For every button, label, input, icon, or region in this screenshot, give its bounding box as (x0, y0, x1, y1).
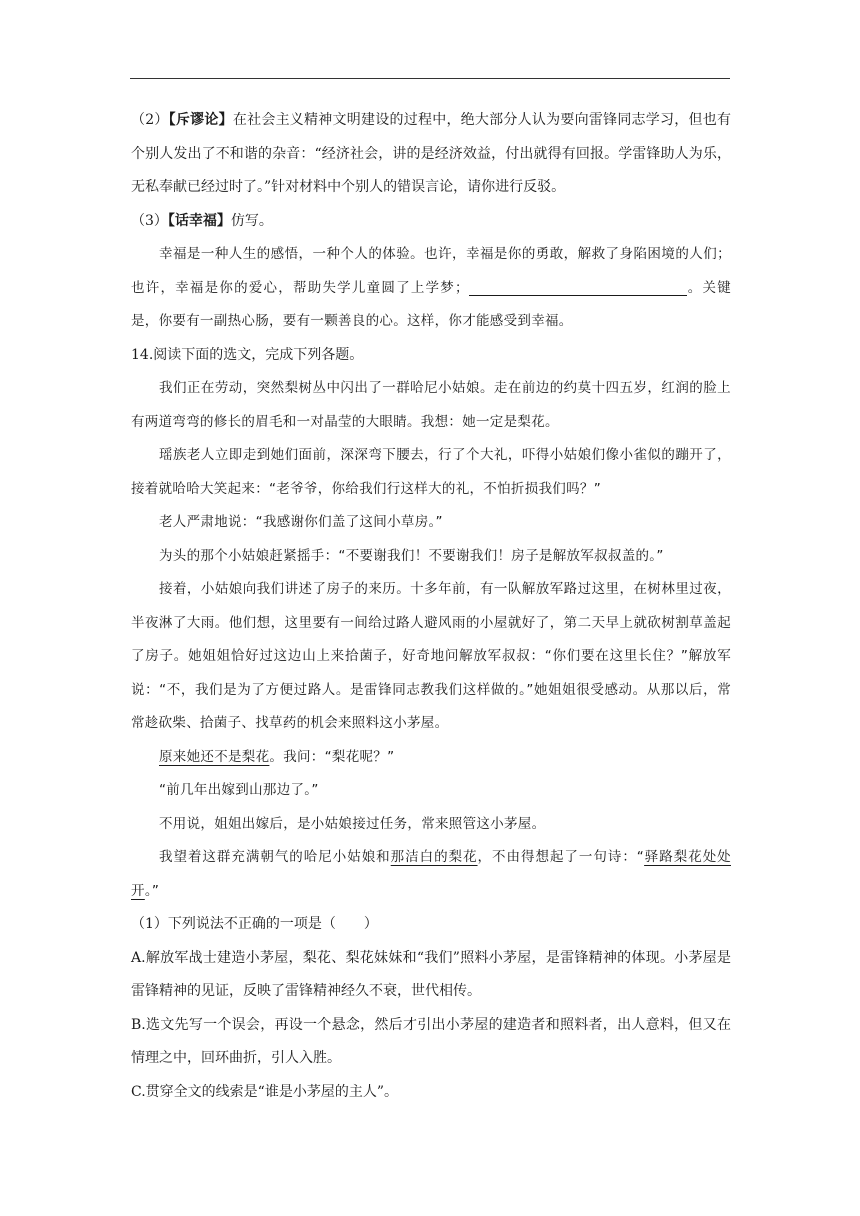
underlined-pear-blossom: 那洁白的梨花 (390, 849, 478, 865)
q2-number: （2） (131, 112, 169, 128)
underlined-sentence: 原来她还不是梨花 (159, 748, 270, 765)
passage-paragraph-3: 老人严肃地说：“我感谢你们盖了这间小草房。” (159, 514, 443, 530)
passage-paragraph-1: 我们正在劳动，突然梨树丛中闪出了一群哈尼小姑娘。走在前边的约莫十四五岁，红润的脸上有两道弯弯的修长的眉毛和一对晶莹的大眼睛。我想：她一定是梨花。 (131, 380, 731, 430)
passage-paragraph-8: 不用说，姐姐出嫁后，是小姑娘接过任务，常来照管这小茅屋。 (159, 815, 546, 832)
q3-number: （3） (131, 212, 168, 229)
q2-text: 在社会主义精神文明建设的过程中，绝大部分人认为要向雷锋同志学习，但也有个别人发出了不和谐的杂音：“经济社会，讲的是经济效益，付出就得有回报。学雷锋助人为乐，无私奉献已经过时了。”针对材料中个别人的错误言论，请你进行反驳。 (131, 112, 732, 195)
q3-text: 仿写。 (230, 212, 273, 229)
passage-paragraph-2: 瑶族老人立即走到她们面前，深深弯下腰去，行了个大礼，吓得小姑娘们像小雀似的蹦开了，接着就哈哈大笑起来：“老爷爷，你给我们行这样大的礼，不怕折损我们吗？” (131, 447, 731, 497)
option-b[interactable]: B.选文先写一个误会，再设一个悬念，然后才引出小茅屋的建造者和照料者，出人意料，但又在情理之中，回环曲折，引人入胜。 (131, 1016, 731, 1066)
passage-paragraph-4: 为头的那个小姑娘赶紧摇手：“不要谢我们！不要谢我们！房子是解放军叔叔盖的。” (159, 547, 664, 564)
option-c[interactable]: C.贯穿全文的线索是“谁是小茅屋的主人”。 (131, 1083, 398, 1100)
p9-part-a: 我望着这群充满朝气的哈尼小姑娘和 (159, 849, 391, 865)
question-2 (131, 104, 731, 205)
passage-paragraph-7: “前几年出嫁到山那边了。” (159, 782, 319, 798)
fill-in-blank[interactable] (469, 277, 687, 296)
p6-rest: 。我问：“梨花呢？” (269, 748, 395, 765)
option-a[interactable]: A.解放军战士建造小茅屋，梨花、梨花妹妹和“我们”照料小茅屋，是雷锋精神的体现。小茅屋是雷锋精神的见证，反映了雷锋精神经久不衰，世代相传。 (131, 949, 731, 999)
sub-question-1: （1）下列说法不正确的一项是（ ） (131, 916, 378, 932)
p9-part-b: ，不由得想起了一句诗：“ (477, 849, 645, 865)
p9-part-c: 。” (144, 882, 160, 899)
passage-paragraph-9 (131, 841, 731, 908)
passage-paragraph-6 (131, 741, 731, 775)
q3-tag: 【话幸福】 (167, 212, 231, 229)
q3-passage-a: 幸福是一种人生的感悟，一种个人的体验。也许，幸福是你的勇敢，解救了身陷困境的人们；也许，幸福是你的爱心，帮助失学儿童圆了上学梦； (131, 246, 731, 296)
header-rule (130, 78, 730, 79)
q3-passage (131, 238, 731, 339)
underlined-poem-line: 驿路梨花处处开 (131, 849, 731, 899)
document-body (131, 104, 731, 1109)
question-14-intro: 14.阅读下面的选文，完成下列各题。 (131, 346, 364, 363)
q3-passage-b: 。关键是，你要有一副热心肠，要有一颗善良的心。这样，你才能感受到幸福。 (131, 279, 731, 329)
question-3 (131, 205, 731, 239)
q2-tag: 【斥谬论】 (168, 112, 233, 128)
passage-paragraph-5: 接着，小姑娘向我们讲述了房子的来历。十多年前，有一队解放军路过这里，在树林里过夜，半夜淋了大雨。他们想，这里要有一间给过路人避风雨的小屋就好了，第二天早上就砍树割草盖起了房子。她姐姐恰好过这边山上来拾菌子，好奇地问解放军叔叔：“你们要在这里长住？”解放军说：“不，我们是为了方便过路人。是雷锋同志教我们这样做的。”她姐姐很受感动。从那以后，常常趁砍柴、拾菌子、找草药的机会来照料这小茅屋。 (131, 581, 731, 731)
